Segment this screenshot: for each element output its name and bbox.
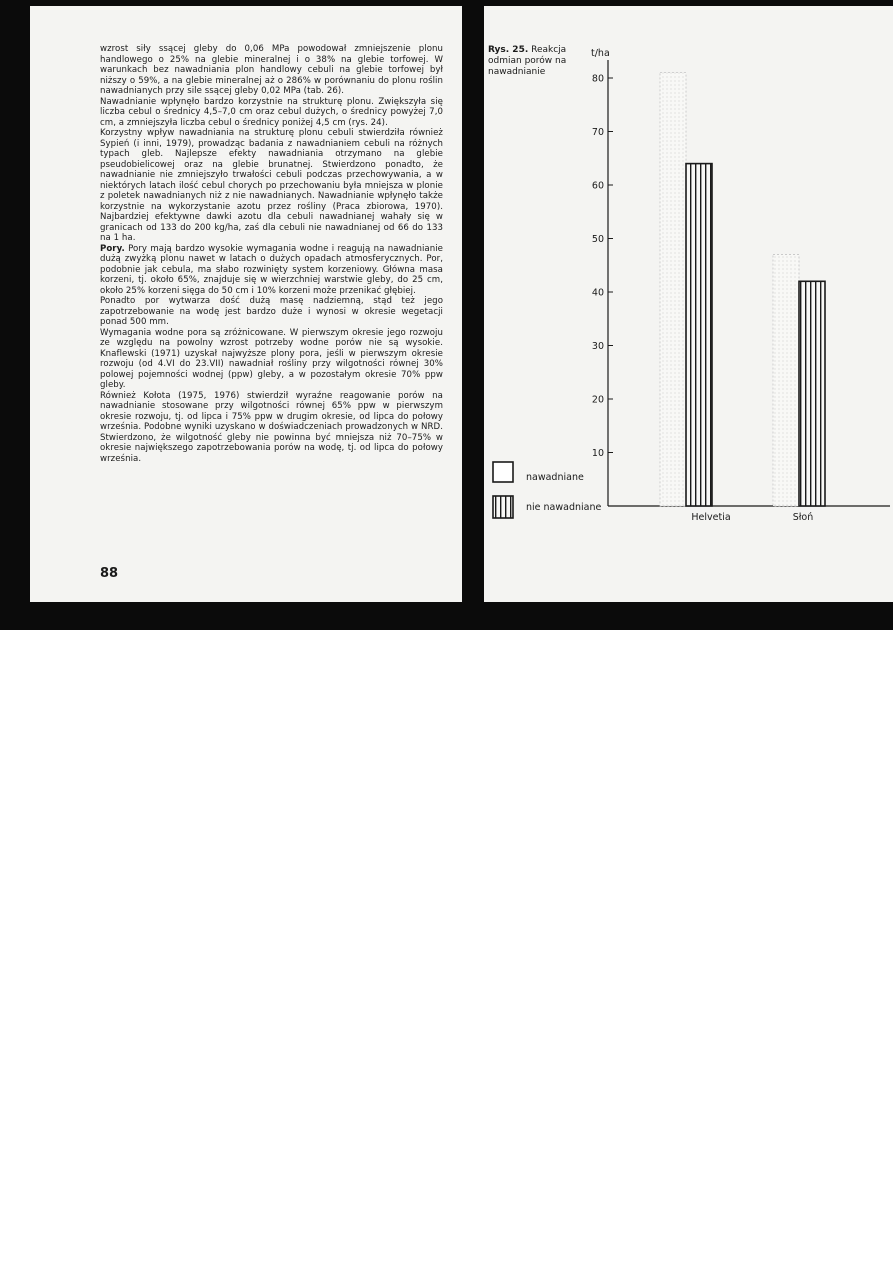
y-unit-label: t/ha <box>591 48 610 59</box>
bar-so-nawadniane <box>773 255 799 506</box>
y-tick-label: 30 <box>591 341 604 352</box>
category-label: Słoń <box>792 512 814 520</box>
figure-label: Rys. 25. <box>488 45 529 55</box>
bar-chart <box>470 40 890 520</box>
pory-text-1: Pory mają bardzo wysokie wymagania wodne i reagują na nawadnianie dużą zwyżką plonu nawet w latach o dużych opadach atmosferycznych. Por, podobnie jak cebula, ma słabo rozwinięty system korzeniowy. Główna masa korzeni, tj. około 65%, znajduje się w wierzchniej warstwie gleby, do 25 cm, około 25% korzeni sięga do 50 cm i 10% korzeni może przenikać głębiej. <box>100 243 443 296</box>
bars <box>660 73 825 506</box>
page-number: 88 <box>100 566 119 581</box>
legend-swatch-nie-nawadniane <box>493 496 513 518</box>
pory-paragraph-2: Ponadto por wytwarza dość dużą masę nadziemną, stąd też jego zapotrzebowanie na wodę jest bardzo duże i wynosi w okresie wegetacji ponad 500 mm. <box>100 296 443 327</box>
paragraph-3: Korzystny wpływ nawadniania na strukturę plonu cebuli stwierdziła również Sypień (i inni, 1979), prowadząc badania z nawadnianiem cebuli na różnych typach gleb. Najlepsze efekty nawadniania otrzymano na glebie pseudobielicowej oraz na glebie brunatnej. Stwierdzono ponadto, że nawadnianie nie zmniejszyło trwałości cebuli podczas przechowywania, a w niektórych latach ilość cebul chorych po przechowaniu była mniejsza w plonie z poletek nawadnianych niż z nie nawadnianych. Nawadnianie wpłynęło także korzystnie na wykorzystanie azotu przez rośliny (Praca zbiorowa, 1970). Najbardziej efektywne dawki azotu dla cebuli nawadnianej wahały się w granicach od 133 do 200 kg/ha, zaś dla cebuli nie nawadnianej od 66 do 133 na 1 ha. <box>100 128 443 243</box>
y-tick-label: 80 <box>591 73 604 85</box>
legend-label-nie-nawadniane: nie nawadniane <box>526 502 602 513</box>
bar-helvetia-nawadniane <box>660 73 686 506</box>
y-tick-label: 10 <box>591 448 604 459</box>
pory-paragraph-4: Również Kołota (1975, 1976) stwierdził wyraźne reagowanie porów na nawadnianie stosowane przy wilgotności równej 65% ppw w pierwszym okresie rozwoju, tj. od lipca i 75% ppw w drugim okresie, od lipca do połowy września. Podobne wyniki uzyskano w doświadczeniach prowadzonych w NRD. Stwierdzono, że wilgotność gleby nie powinna być mniejsza niż 70–75% w okresie największego zapotrzebowania porów na wodę, tj. od lipca do połowy września. <box>100 390 443 464</box>
bar-so-nie-nawadniane <box>799 281 825 506</box>
y-tick-label: 60 <box>591 180 604 192</box>
bar-helvetia-nie-nawadniane <box>686 164 712 506</box>
y-tick-label: 40 <box>591 287 604 299</box>
y-ticks <box>592 74 613 460</box>
pory-paragraph-3: Wymagania wodne pora są zróżnicowane. W pierwszym okresie jego rozwoju ze względu na powolny wzrost potrzeby wodne porów nie są wysokie. Knaflewski (1971) uzyskał najwyższe plony pora, jeśli w pierwszym okresie rozwoju (od 4.VI do 23.VII) nawadniał rośliny przy wilgotności równej 30% polowej pojemności wodnej (ppw) gleby, a w pozostałym okresie 70% ppw gleby. <box>100 327 443 390</box>
pory-heading: Pory. <box>100 243 125 254</box>
y-tick-label: 20 <box>591 394 604 406</box>
legend <box>493 462 601 518</box>
category-label: Helvetia <box>691 512 731 520</box>
y-tick-label: 50 <box>591 234 604 245</box>
left-body-text <box>100 44 443 464</box>
pory-paragraph-1 <box>100 244 443 297</box>
y-tick-label: 70 <box>591 127 604 138</box>
legend-swatch-nawadniane <box>493 462 513 482</box>
legend-label-nawadniane: nawadniane <box>526 472 584 483</box>
figure-caption-text: Reakcja odmian porów na nawadnianie <box>488 45 567 77</box>
paragraph-2: Nawadnianie wpłynęło bardzo korzystnie na strukturę plonu. Zwiększyła się liczba cebul o średnicy 4,5–7,0 cm oraz cebul dużych, o średnicy powyżej 7,0 cm, a zmniejszyła liczba cebul o średnicy poniżej 4,5 cm (rys. 24). <box>100 96 443 128</box>
paragraph-1: wzrost siły ssącej gleby do 0,06 MPa powodował zmniejszenie plonu handlowego o 25% na glebie mineralnej i o 38% na glebie torfowej. W warunkach bez nawadniania plon handlowy cebuli na glebie torfowej był niższy o 59%, a na glebie mineralnej aż o 286% w porównaniu do plonu roślin nawadnianych przy sile ssącej gleby 0,02 MPa (tab. 26). <box>100 44 443 96</box>
category-labels <box>691 512 813 520</box>
